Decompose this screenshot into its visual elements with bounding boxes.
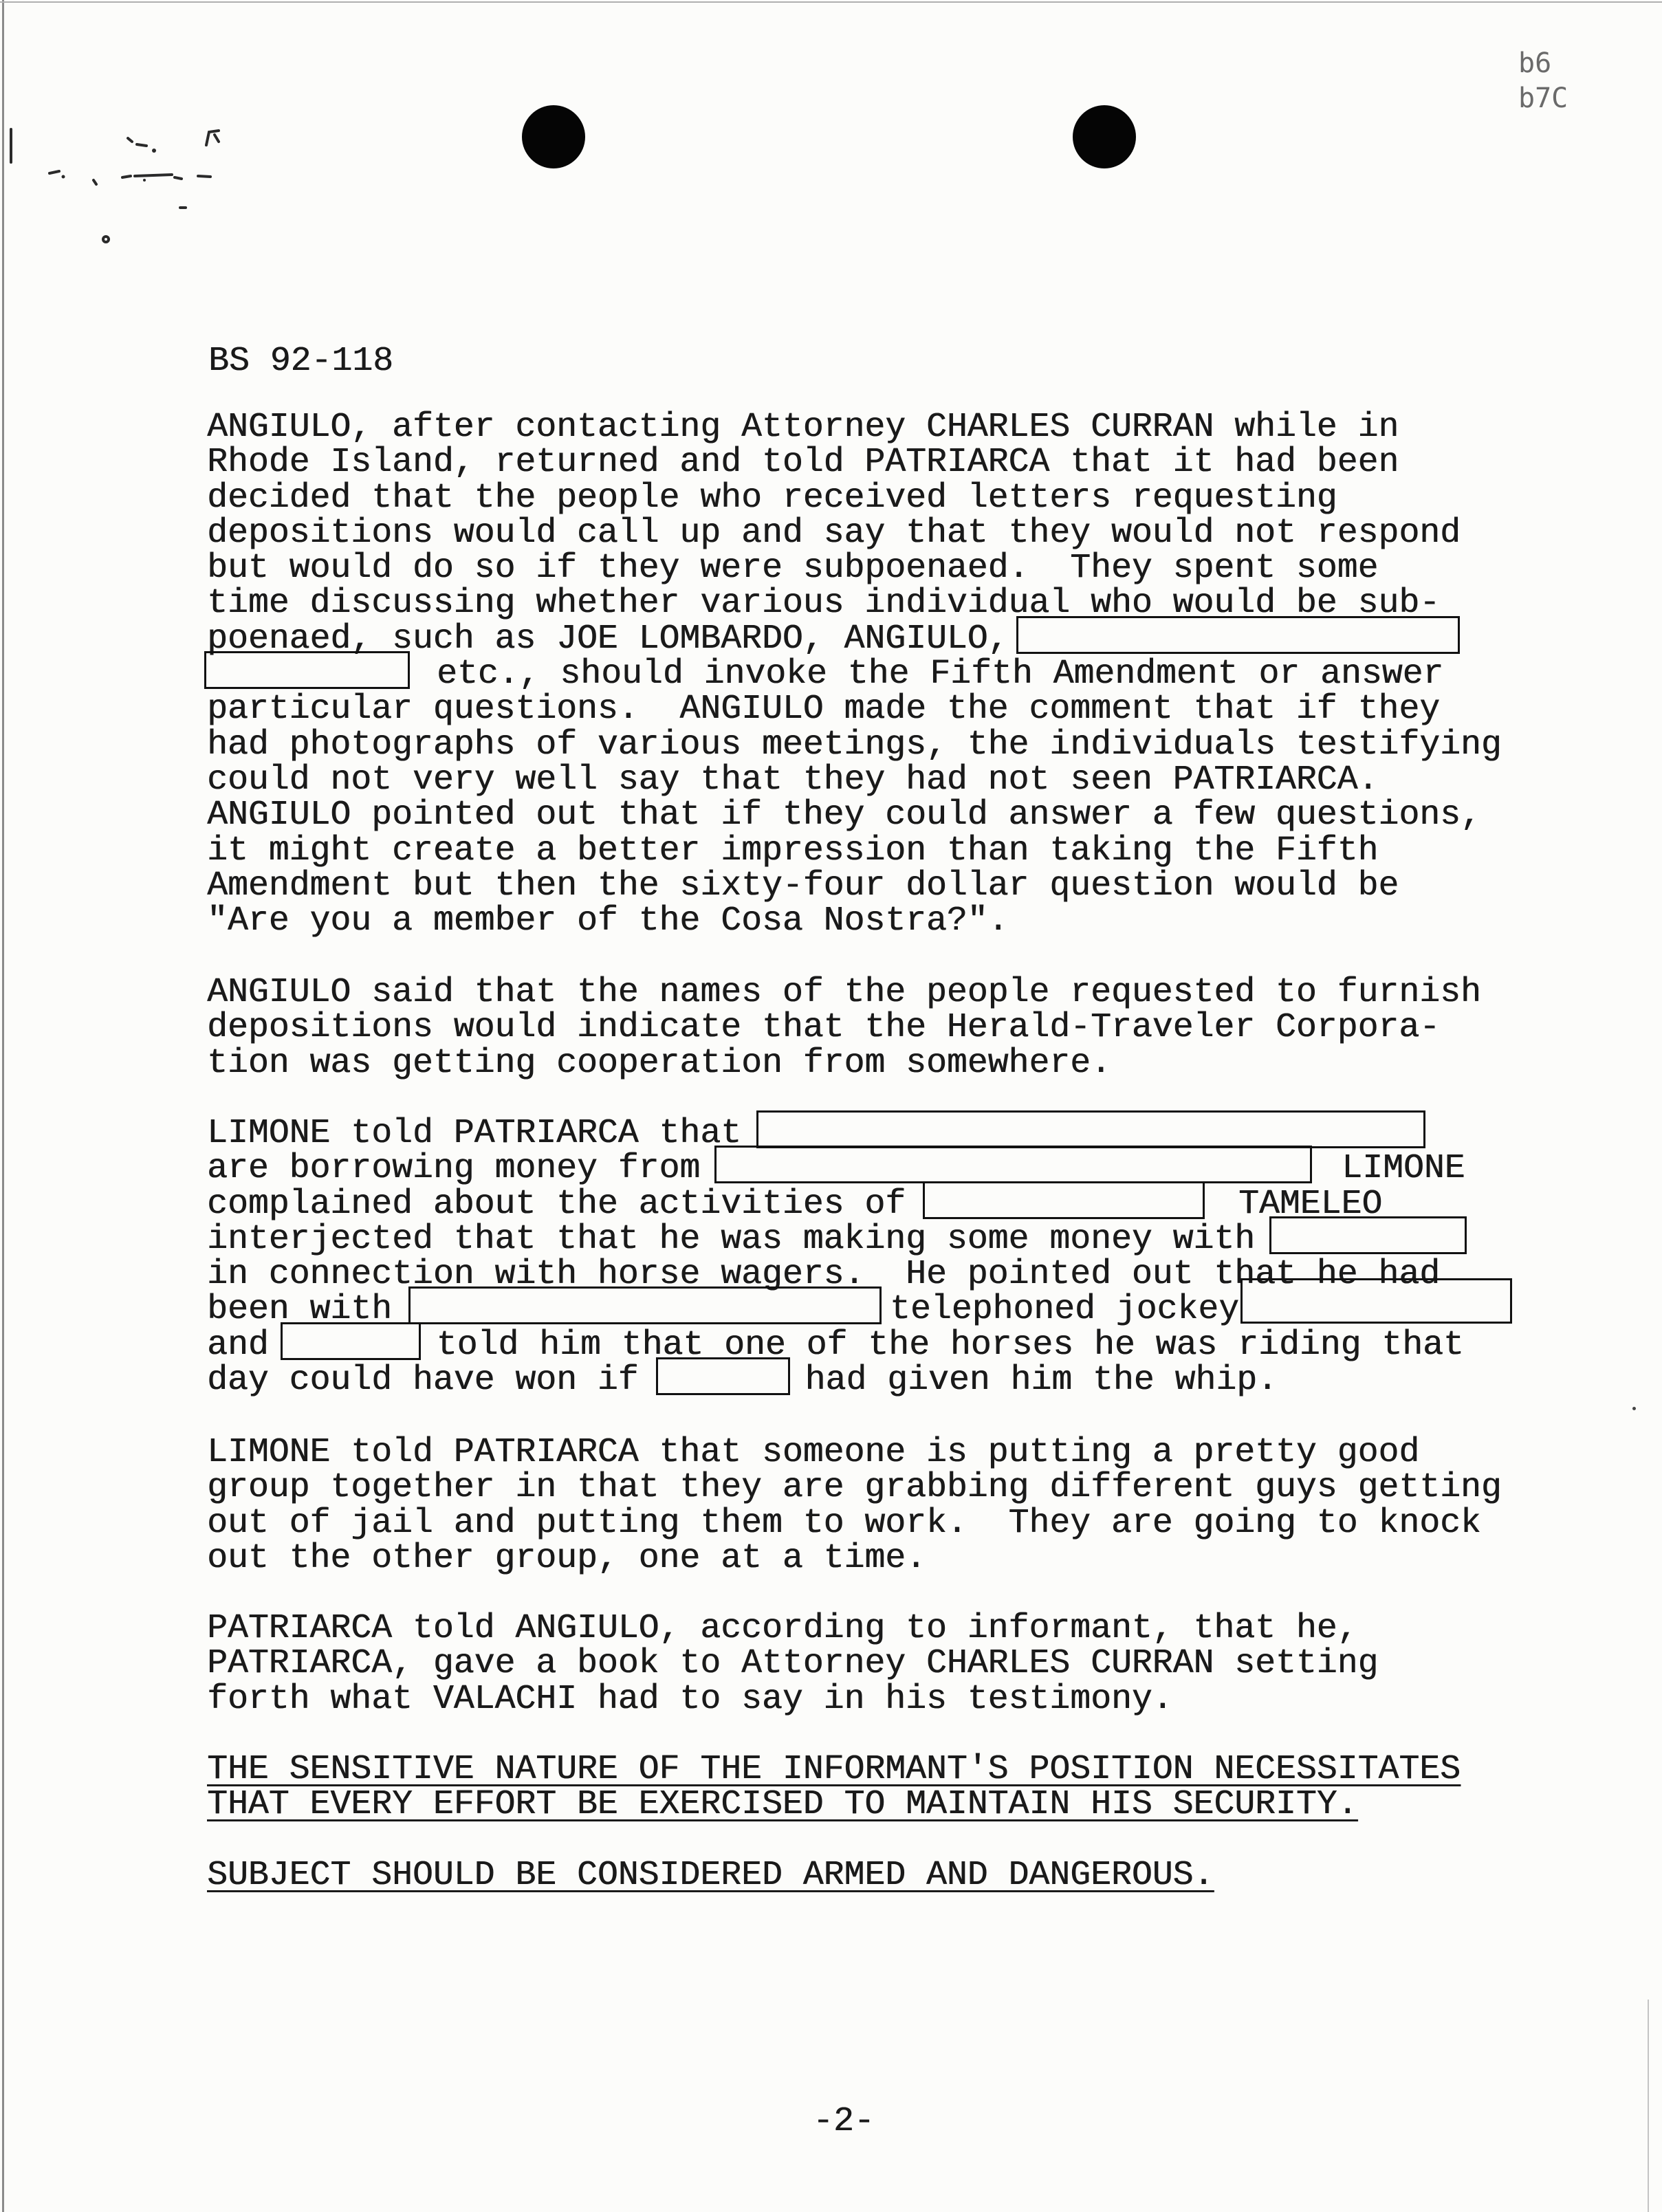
- line-text: been with: [207, 1290, 392, 1329]
- text-line: [207, 1611, 1378, 1646]
- line-text: but would do so if they were subpoenaed. They spent some: [207, 549, 1379, 588]
- text-line: [207, 1646, 1378, 1681]
- line-text: are borrowing money from: [207, 1149, 701, 1188]
- text-line: [207, 1503, 1502, 1542]
- line-text: in connection with horse wagers. He pointed out that he had: [207, 1255, 1440, 1294]
- line-text: told him that one of the horses he was riding that: [436, 1325, 1464, 1364]
- page-edge-left: [2, 0, 4, 2212]
- text-line: [207, 1470, 1502, 1505]
- text-line: [207, 1043, 1481, 1082]
- line-text: group together in that they are grabbing different guys getting: [207, 1468, 1502, 1507]
- line-text: tion was getting cooperation from somewhere.: [207, 1043, 1111, 1082]
- page-edge-right: [1648, 2000, 1649, 2212]
- line-text: PATRIARCA, gave a book to Attorney CHARLES CURRAN setting: [207, 1644, 1379, 1683]
- hole-punch-right: [1073, 105, 1136, 168]
- text-line: [207, 1219, 1512, 1258]
- line-text: "Are you a member of the Cosa Nostra?".: [207, 901, 1009, 941]
- line-text: THE SENSITIVE NATURE OF THE INFORMANT'S POSITION NECESSITATES: [207, 1750, 1461, 1788]
- line-text: interjected that that he was making some money with: [207, 1219, 1256, 1258]
- scan-marks: [0, 0, 289, 275]
- line-text: it might create a better impression than taking the Fifth: [207, 831, 1379, 870]
- text-line: [207, 1538, 1502, 1577]
- text-line: [207, 1325, 1512, 1364]
- line-text: LIMONE: [1342, 1149, 1465, 1188]
- line-text: had photographs of various meetings, the individuals testifying: [207, 725, 1502, 764]
- line-text: could not very well say that they had not seen PATRIARCA.: [207, 760, 1379, 799]
- text-line: [207, 513, 1502, 552]
- line-text: telephoned jockey: [889, 1290, 1239, 1329]
- line-text: depositions would indicate that the Herald-Traveler Corpora-: [207, 1008, 1440, 1047]
- text-line: [207, 1363, 1512, 1398]
- line-text: ANGIULO pointed out that if they could answer a few questions,: [207, 796, 1481, 835]
- exemption-code: b7C: [1518, 83, 1568, 114]
- line-text: BS 92-118: [208, 342, 393, 380]
- scan-speck: [1632, 1407, 1636, 1410]
- text-line: [207, 692, 1502, 727]
- text-line: [207, 833, 1502, 868]
- line-text: complained about the activities of: [207, 1184, 906, 1223]
- line-text: ANGIULO said that the names of the people requested to furnish: [207, 973, 1481, 1011]
- line-text: PATRIARCA told ANGIULO, according to informant, that he,: [207, 1609, 1358, 1647]
- text-line: [207, 727, 1502, 763]
- exemption-codes: [1518, 46, 1568, 116]
- line-text: THAT EVERY EFFORT BE EXERCISED TO MAINTAIN HIS SECURITY.: [207, 1785, 1358, 1824]
- armed-dangerous-warning: [207, 1858, 1214, 1893]
- security-warning: [207, 1752, 1461, 1823]
- line-text: LIMONE told PATRIARCA that: [207, 1114, 741, 1152]
- line-text: etc., should invoke the Fifth Amendment or answer: [437, 655, 1444, 694]
- text-line: [207, 1151, 1512, 1186]
- text-line: [207, 975, 1481, 1010]
- line-text: TAMELEO: [1238, 1184, 1383, 1223]
- line-text: Rhode Island, returned and told PATRIARCA that it had been: [207, 443, 1399, 482]
- line-text: decided that the people who received letters requesting: [207, 478, 1337, 517]
- hole-punch-left: [522, 105, 585, 168]
- line-text: depositions would call up and say that they would not respond: [207, 513, 1461, 552]
- text-line: [207, 868, 1502, 904]
- text-line: [207, 657, 1502, 692]
- exemption-code: b6: [1518, 47, 1552, 79]
- line-text: poenaed, such as JOE LOMBARDO, ANGIULO,: [207, 619, 1009, 658]
- page-number: -2-: [813, 2102, 875, 2140]
- paragraph-1: [207, 410, 1502, 939]
- line-text: LIMONE told PATRIARCA that someone is putting a pretty good: [207, 1433, 1420, 1471]
- text-line: [207, 1858, 1214, 1893]
- paragraph-4: [207, 1435, 1502, 1576]
- line-text: out of jail and putting them to work. They are going to knock: [207, 1503, 1481, 1542]
- line-text: out the other group, one at a time.: [207, 1538, 926, 1577]
- text-line: [207, 1679, 1378, 1718]
- text-line: [207, 445, 1502, 480]
- text-line: [207, 478, 1502, 517]
- paragraph-5: [207, 1611, 1378, 1717]
- text-line: [207, 1752, 1461, 1787]
- line-text: ANGIULO, after contacting Attorney CHARLES CURRAN while in: [207, 408, 1399, 446]
- line-text: SUBJECT SHOULD BE CONSIDERED ARMED AND DANGEROUS.: [207, 1856, 1214, 1894]
- text-line: [207, 798, 1502, 833]
- text-line: [207, 1435, 1502, 1470]
- text-line: [208, 344, 393, 379]
- text-line: [207, 1010, 1481, 1045]
- line-text: time discussing whether various individual who would be sub-: [207, 584, 1440, 623]
- line-text: particular questions. ANGIULO made the comment that if they: [207, 690, 1440, 729]
- text-line: [207, 901, 1502, 941]
- paragraph-2: [207, 975, 1481, 1081]
- text-line: [207, 410, 1502, 445]
- line-text: and: [207, 1325, 269, 1364]
- text-line: [207, 760, 1502, 799]
- text-line: [207, 1787, 1461, 1822]
- line-text: day could have won if: [207, 1361, 639, 1400]
- line-text: had given him the whip.: [805, 1361, 1278, 1400]
- line-text: Amendment but then the sixty-four dollar question would be: [207, 866, 1399, 905]
- paragraph-3: [207, 1116, 1512, 1398]
- file-number: [208, 344, 393, 379]
- text-line: [207, 551, 1502, 586]
- line-text: forth what VALACHI had to say in his testimony.: [207, 1679, 1173, 1718]
